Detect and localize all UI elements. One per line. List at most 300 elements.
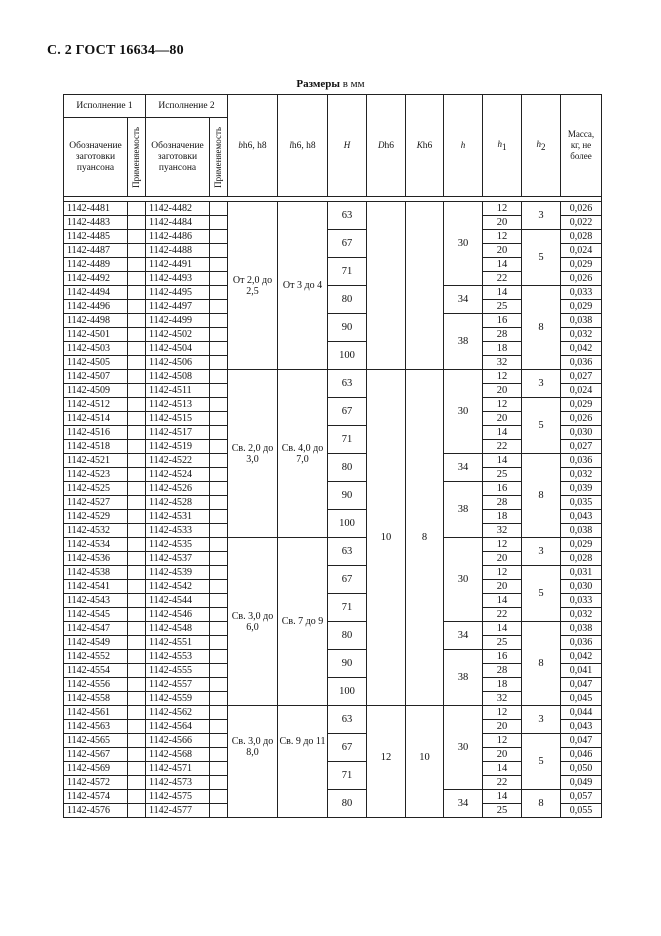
h1-cell: 20 bbox=[483, 216, 522, 230]
designation-exec2: 1142-4573 bbox=[146, 776, 210, 790]
designation-exec1: 1142-4563 bbox=[64, 720, 128, 734]
h1-cell: 32 bbox=[483, 356, 522, 370]
designation-exec1: 1142-4556 bbox=[64, 678, 128, 692]
designation-exec2: 1142-4517 bbox=[146, 426, 210, 440]
applicability-exec1 bbox=[128, 482, 146, 496]
designation-exec2: 1142-4544 bbox=[146, 594, 210, 608]
table-caption bbox=[0, 78, 661, 90]
applicability-exec1 bbox=[128, 636, 146, 650]
designation-exec1: 1142-4558 bbox=[64, 692, 128, 706]
H-cell: 71 bbox=[328, 762, 367, 790]
table-row bbox=[64, 622, 602, 636]
designation-exec2: 1142-4502 bbox=[146, 328, 210, 342]
h1-cell: 12 bbox=[483, 734, 522, 748]
mass-cell: 0,029 bbox=[561, 538, 602, 552]
designation-exec1: 1142-4521 bbox=[64, 454, 128, 468]
h1-cell: 28 bbox=[483, 328, 522, 342]
h1-cell: 25 bbox=[483, 300, 522, 314]
header-b: bh6, h8 bbox=[228, 95, 278, 197]
designation-exec1: 1142-4507 bbox=[64, 370, 128, 384]
h1-cell: 12 bbox=[483, 538, 522, 552]
applicability-exec2 bbox=[210, 426, 228, 440]
applicability-exec1 bbox=[128, 216, 146, 230]
designation-exec1: 1142-4485 bbox=[64, 230, 128, 244]
mass-cell: 0,043 bbox=[561, 720, 602, 734]
l-range-cell: От 3 до 4 bbox=[278, 202, 328, 370]
h1-cell: 16 bbox=[483, 482, 522, 496]
h1-cell: 20 bbox=[483, 720, 522, 734]
applicability-exec2 bbox=[210, 594, 228, 608]
applicability-exec1 bbox=[128, 412, 146, 426]
designation-exec2: 1142-4528 bbox=[146, 496, 210, 510]
applicability-exec1 bbox=[128, 398, 146, 412]
h1-cell: 14 bbox=[483, 426, 522, 440]
h-cell: 34 bbox=[444, 622, 483, 650]
h-cell: 34 bbox=[444, 454, 483, 482]
H-cell: 71 bbox=[328, 426, 367, 454]
H-cell: 71 bbox=[328, 258, 367, 286]
designation-exec2: 1142-4539 bbox=[146, 566, 210, 580]
designation-exec1: 1142-4514 bbox=[64, 412, 128, 426]
designation-exec1: 1142-4498 bbox=[64, 314, 128, 328]
designation-exec1: 1142-4554 bbox=[64, 664, 128, 678]
h2-cell: 8 bbox=[522, 286, 561, 370]
H-cell: 67 bbox=[328, 398, 367, 426]
mass-cell: 0,038 bbox=[561, 622, 602, 636]
K-cell: 10 bbox=[406, 706, 444, 818]
designation-exec1: 1142-4547 bbox=[64, 622, 128, 636]
applicability-exec1 bbox=[128, 748, 146, 762]
designation-exec1: 1142-4572 bbox=[64, 776, 128, 790]
h2-cell: 8 bbox=[522, 622, 561, 706]
designation-exec2: 1142-4531 bbox=[146, 510, 210, 524]
h2-cell: 3 bbox=[522, 202, 561, 230]
applicability-exec2 bbox=[210, 762, 228, 776]
h1-cell: 12 bbox=[483, 230, 522, 244]
h2-cell: 3 bbox=[522, 538, 561, 566]
designation-exec2: 1142-4508 bbox=[146, 370, 210, 384]
designation-exec1: 1142-4538 bbox=[64, 566, 128, 580]
h1-cell: 16 bbox=[483, 650, 522, 664]
applicability-exec1 bbox=[128, 720, 146, 734]
designation-exec1: 1142-4496 bbox=[64, 300, 128, 314]
table-row bbox=[64, 594, 602, 608]
mass-cell: 0,024 bbox=[561, 244, 602, 258]
h1-cell: 16 bbox=[483, 314, 522, 328]
applicability-exec1 bbox=[128, 230, 146, 244]
designation-exec1: 1142-4576 bbox=[64, 804, 128, 818]
designation-exec2: 1142-4513 bbox=[146, 398, 210, 412]
applicability-exec1 bbox=[128, 608, 146, 622]
designation-exec1: 1142-4569 bbox=[64, 762, 128, 776]
header-K: Kh6 bbox=[406, 95, 444, 197]
H-cell: 63 bbox=[328, 706, 367, 734]
applicability-exec2 bbox=[210, 678, 228, 692]
designation-exec2: 1142-4515 bbox=[146, 412, 210, 426]
mass-cell: 0,042 bbox=[561, 342, 602, 356]
mass-cell: 0,026 bbox=[561, 272, 602, 286]
designation-exec1: 1142-4529 bbox=[64, 510, 128, 524]
h1-cell: 20 bbox=[483, 552, 522, 566]
mass-cell: 0,049 bbox=[561, 776, 602, 790]
designation-exec1: 1142-4492 bbox=[64, 272, 128, 286]
mass-cell: 0,046 bbox=[561, 748, 602, 762]
applicability-exec1 bbox=[128, 776, 146, 790]
h2-cell: 5 bbox=[522, 734, 561, 790]
applicability-exec1 bbox=[128, 622, 146, 636]
applicability-exec2 bbox=[210, 720, 228, 734]
mass-cell: 0,038 bbox=[561, 524, 602, 538]
mass-cell: 0,055 bbox=[561, 804, 602, 818]
applicability-exec2 bbox=[210, 454, 228, 468]
applicability-exec1 bbox=[128, 272, 146, 286]
applicability-exec2 bbox=[210, 356, 228, 370]
table-row bbox=[64, 482, 602, 496]
h1-cell: 25 bbox=[483, 804, 522, 818]
applicability-exec2 bbox=[210, 370, 228, 384]
h-cell: 38 bbox=[444, 650, 483, 706]
applicability-exec1 bbox=[128, 580, 146, 594]
h1-cell: 14 bbox=[483, 454, 522, 468]
applicability-exec2 bbox=[210, 468, 228, 482]
applicability-exec2 bbox=[210, 552, 228, 566]
mass-cell: 0,042 bbox=[561, 650, 602, 664]
designation-exec2: 1142-4526 bbox=[146, 482, 210, 496]
applicability-exec1 bbox=[128, 678, 146, 692]
h2-cell: 8 bbox=[522, 790, 561, 818]
table-row bbox=[64, 678, 602, 692]
applicability-exec1 bbox=[128, 342, 146, 356]
h1-cell: 20 bbox=[483, 384, 522, 398]
mass-cell: 0,047 bbox=[561, 678, 602, 692]
applicability-exec2 bbox=[210, 482, 228, 496]
applicability-exec2 bbox=[210, 538, 228, 552]
designation-exec1: 1142-4509 bbox=[64, 384, 128, 398]
H-cell: 100 bbox=[328, 678, 367, 706]
applicability-exec2 bbox=[210, 706, 228, 720]
mass-cell: 0,035 bbox=[561, 496, 602, 510]
designation-exec2: 1142-4551 bbox=[146, 636, 210, 650]
H-cell: 90 bbox=[328, 650, 367, 678]
h1-cell: 12 bbox=[483, 202, 522, 216]
applicability-exec1 bbox=[128, 706, 146, 720]
designation-exec2: 1142-4537 bbox=[146, 552, 210, 566]
h1-cell: 14 bbox=[483, 762, 522, 776]
applicability-exec1 bbox=[128, 790, 146, 804]
mass-cell: 0,028 bbox=[561, 552, 602, 566]
applicability-exec2 bbox=[210, 748, 228, 762]
applicability-exec2 bbox=[210, 216, 228, 230]
h1-cell: 28 bbox=[483, 496, 522, 510]
table-row bbox=[64, 706, 602, 720]
h2-cell: 3 bbox=[522, 706, 561, 734]
table-row bbox=[64, 314, 602, 328]
designation-exec2: 1142-4559 bbox=[146, 692, 210, 706]
H-cell: 63 bbox=[328, 538, 367, 566]
applicability-exec1 bbox=[128, 384, 146, 398]
designation-exec2: 1142-4506 bbox=[146, 356, 210, 370]
designation-exec2: 1142-4553 bbox=[146, 650, 210, 664]
designation-exec1: 1142-4527 bbox=[64, 496, 128, 510]
applicability-exec2 bbox=[210, 412, 228, 426]
h1-cell: 32 bbox=[483, 692, 522, 706]
H-cell: 67 bbox=[328, 230, 367, 258]
applicability-exec2 bbox=[210, 510, 228, 524]
applicability-exec2 bbox=[210, 272, 228, 286]
K-cell: 8 bbox=[406, 370, 444, 706]
mass-cell: 0,043 bbox=[561, 510, 602, 524]
mass-cell: 0,027 bbox=[561, 370, 602, 384]
applicability-exec1 bbox=[128, 286, 146, 300]
applicability-exec2 bbox=[210, 566, 228, 580]
applicability-exec1 bbox=[128, 370, 146, 384]
applicability-exec1 bbox=[128, 762, 146, 776]
header-l: lh6, h8 bbox=[278, 95, 328, 197]
h1-cell: 12 bbox=[483, 566, 522, 580]
h1-cell: 25 bbox=[483, 636, 522, 650]
designation-exec2: 1142-4546 bbox=[146, 608, 210, 622]
h-cell: 30 bbox=[444, 370, 483, 454]
h1-cell: 32 bbox=[483, 524, 522, 538]
applicability-exec1 bbox=[128, 510, 146, 524]
b-range-cell: Св. 3,0 до 6,0 bbox=[228, 538, 278, 706]
applicability-exec2 bbox=[210, 440, 228, 454]
header-exec1: Исполнение 1 bbox=[64, 95, 146, 118]
table-row bbox=[64, 510, 602, 524]
header-H: H bbox=[328, 95, 367, 197]
header-designation-1: Обозначение заготовки пуансона bbox=[64, 118, 128, 197]
designation-exec1: 1142-4505 bbox=[64, 356, 128, 370]
mass-cell: 0,032 bbox=[561, 328, 602, 342]
mass-cell: 0,024 bbox=[561, 384, 602, 398]
applicability-exec1 bbox=[128, 566, 146, 580]
applicability-exec2 bbox=[210, 286, 228, 300]
designation-exec1: 1142-4567 bbox=[64, 748, 128, 762]
h1-cell: 22 bbox=[483, 776, 522, 790]
table-row bbox=[64, 538, 602, 552]
h1-cell: 25 bbox=[483, 468, 522, 482]
designation-exec2: 1142-4495 bbox=[146, 286, 210, 300]
mass-cell: 0,029 bbox=[561, 258, 602, 272]
applicability-exec2 bbox=[210, 202, 228, 216]
mass-cell: 0,027 bbox=[561, 440, 602, 454]
designation-exec1: 1142-4532 bbox=[64, 524, 128, 538]
designation-exec2: 1142-4575 bbox=[146, 790, 210, 804]
designation-exec2: 1142-4535 bbox=[146, 538, 210, 552]
applicability-exec1 bbox=[128, 538, 146, 552]
designation-exec2: 1142-4524 bbox=[146, 468, 210, 482]
h2-cell: 5 bbox=[522, 398, 561, 454]
header-exec2: Исполнение 2 bbox=[146, 95, 228, 118]
table-row bbox=[64, 762, 602, 776]
designation-exec2: 1142-4497 bbox=[146, 300, 210, 314]
designation-exec1: 1142-4503 bbox=[64, 342, 128, 356]
mass-cell: 0,029 bbox=[561, 300, 602, 314]
h1-cell: 18 bbox=[483, 678, 522, 692]
applicability-exec1 bbox=[128, 202, 146, 216]
designation-exec2: 1142-4511 bbox=[146, 384, 210, 398]
h1-cell: 14 bbox=[483, 286, 522, 300]
page-header: С. 2 ГОСТ 16634—80 bbox=[47, 43, 184, 58]
designation-exec2: 1142-4504 bbox=[146, 342, 210, 356]
H-cell: 90 bbox=[328, 314, 367, 342]
header-designation-2: Обозначение заготовки пуансона bbox=[146, 118, 210, 197]
mass-cell: 0,047 bbox=[561, 734, 602, 748]
h2-cell: 8 bbox=[522, 454, 561, 538]
D-cell: 10 bbox=[367, 370, 406, 706]
designation-exec1: 1142-4501 bbox=[64, 328, 128, 342]
applicability-exec2 bbox=[210, 608, 228, 622]
applicability-exec2 bbox=[210, 804, 228, 818]
designation-exec1: 1142-4487 bbox=[64, 244, 128, 258]
h1-cell: 18 bbox=[483, 510, 522, 524]
mass-cell: 0,033 bbox=[561, 594, 602, 608]
designation-exec2: 1142-4564 bbox=[146, 720, 210, 734]
table-row bbox=[64, 370, 602, 384]
designation-exec2: 1142-4491 bbox=[146, 258, 210, 272]
header-h2: $h_2$ bbox=[522, 95, 561, 197]
applicability-exec1 bbox=[128, 244, 146, 258]
table-row bbox=[64, 790, 602, 804]
applicability-exec2 bbox=[210, 776, 228, 790]
designation-exec1: 1142-4483 bbox=[64, 216, 128, 230]
caption-bold: Размеры bbox=[296, 78, 340, 90]
designation-exec2: 1142-4562 bbox=[146, 706, 210, 720]
h1-cell: 14 bbox=[483, 594, 522, 608]
mass-cell: 0,036 bbox=[561, 356, 602, 370]
h2-cell: 3 bbox=[522, 370, 561, 398]
applicability-exec1 bbox=[128, 440, 146, 454]
table-row bbox=[64, 258, 602, 272]
applicability-exec2 bbox=[210, 734, 228, 748]
h1-cell: 12 bbox=[483, 370, 522, 384]
applicability-exec2 bbox=[210, 650, 228, 664]
applicability-exec2 bbox=[210, 496, 228, 510]
mass-cell: 0,045 bbox=[561, 692, 602, 706]
D-cell: 12 bbox=[367, 706, 406, 818]
designation-exec1: 1142-4523 bbox=[64, 468, 128, 482]
h1-cell: 20 bbox=[483, 580, 522, 594]
H-cell: 63 bbox=[328, 370, 367, 398]
mass-cell: 0,026 bbox=[561, 202, 602, 216]
H-cell: 100 bbox=[328, 510, 367, 538]
designation-exec2: 1142-4533 bbox=[146, 524, 210, 538]
mass-cell: 0,036 bbox=[561, 454, 602, 468]
applicability-exec1 bbox=[128, 734, 146, 748]
designation-exec1: 1142-4565 bbox=[64, 734, 128, 748]
applicability-exec1 bbox=[128, 468, 146, 482]
applicability-exec2 bbox=[210, 692, 228, 706]
designation-exec2: 1142-4568 bbox=[146, 748, 210, 762]
table-row bbox=[64, 286, 602, 300]
H-cell: 67 bbox=[328, 566, 367, 594]
designation-exec1: 1142-4552 bbox=[64, 650, 128, 664]
h-cell: 30 bbox=[444, 202, 483, 286]
mass-cell: 0,044 bbox=[561, 706, 602, 720]
applicability-exec1 bbox=[128, 524, 146, 538]
designation-exec1: 1142-4561 bbox=[64, 706, 128, 720]
applicability-exec2 bbox=[210, 790, 228, 804]
h1-cell: 18 bbox=[483, 342, 522, 356]
mass-cell: 0,030 bbox=[561, 426, 602, 440]
applicability-exec1 bbox=[128, 300, 146, 314]
applicability-exec1 bbox=[128, 356, 146, 370]
header-applicability-1: Применяемость bbox=[128, 118, 146, 197]
mass-cell: 0,057 bbox=[561, 790, 602, 804]
mass-cell: 0,050 bbox=[561, 762, 602, 776]
h1-cell: 12 bbox=[483, 398, 522, 412]
designation-exec2: 1142-4499 bbox=[146, 314, 210, 328]
applicability-exec2 bbox=[210, 524, 228, 538]
applicability-exec2 bbox=[210, 258, 228, 272]
table-row bbox=[64, 650, 602, 664]
h1-cell: 20 bbox=[483, 244, 522, 258]
designation-exec1: 1142-4518 bbox=[64, 440, 128, 454]
designation-exec2: 1142-4542 bbox=[146, 580, 210, 594]
table-row bbox=[64, 202, 602, 216]
h1-cell: 14 bbox=[483, 790, 522, 804]
h1-cell: 14 bbox=[483, 258, 522, 272]
designation-exec1: 1142-4489 bbox=[64, 258, 128, 272]
applicability-exec2 bbox=[210, 580, 228, 594]
h1-cell: 22 bbox=[483, 272, 522, 286]
H-cell: 80 bbox=[328, 286, 367, 314]
h-cell: 34 bbox=[444, 286, 483, 314]
applicability-exec2 bbox=[210, 622, 228, 636]
h1-cell: 22 bbox=[483, 608, 522, 622]
applicability-exec2 bbox=[210, 342, 228, 356]
designation-exec1: 1142-4545 bbox=[64, 608, 128, 622]
h-cell: 34 bbox=[444, 790, 483, 818]
designation-exec2: 1142-4566 bbox=[146, 734, 210, 748]
designation-exec1: 1142-4494 bbox=[64, 286, 128, 300]
designation-exec2: 1142-4557 bbox=[146, 678, 210, 692]
table-row bbox=[64, 566, 602, 580]
mass-cell: 0,030 bbox=[561, 580, 602, 594]
designation-exec1: 1142-4481 bbox=[64, 202, 128, 216]
applicability-exec2 bbox=[210, 384, 228, 398]
header-h1: $h_1$ bbox=[483, 95, 522, 197]
b-range-cell: Св. 3,0 до 8,0 bbox=[228, 706, 278, 818]
applicability-exec2 bbox=[210, 314, 228, 328]
D-cell bbox=[367, 202, 406, 370]
H-cell: 63 bbox=[328, 202, 367, 230]
designation-exec1: 1142-4549 bbox=[64, 636, 128, 650]
applicability-exec1 bbox=[128, 552, 146, 566]
table-row bbox=[64, 230, 602, 244]
table-row bbox=[64, 426, 602, 440]
designation-exec1: 1142-4536 bbox=[64, 552, 128, 566]
h1-cell: 20 bbox=[483, 412, 522, 426]
b-range-cell: От 2,0 до 2,5 bbox=[228, 202, 278, 370]
h2-cell: 5 bbox=[522, 566, 561, 622]
designation-exec1: 1142-4543 bbox=[64, 594, 128, 608]
table-row bbox=[64, 342, 602, 356]
H-cell: 80 bbox=[328, 622, 367, 650]
mass-cell: 0,038 bbox=[561, 314, 602, 328]
H-cell: 80 bbox=[328, 454, 367, 482]
applicability-exec2 bbox=[210, 398, 228, 412]
designation-exec1: 1142-4516 bbox=[64, 426, 128, 440]
h1-cell: 28 bbox=[483, 664, 522, 678]
designation-exec1: 1142-4574 bbox=[64, 790, 128, 804]
mass-cell: 0,029 bbox=[561, 398, 602, 412]
H-cell: 71 bbox=[328, 594, 367, 622]
designation-exec1: 1142-4512 bbox=[64, 398, 128, 412]
header-h: h bbox=[444, 95, 483, 197]
h1-cell: 12 bbox=[483, 706, 522, 720]
h2-cell: 5 bbox=[522, 230, 561, 286]
